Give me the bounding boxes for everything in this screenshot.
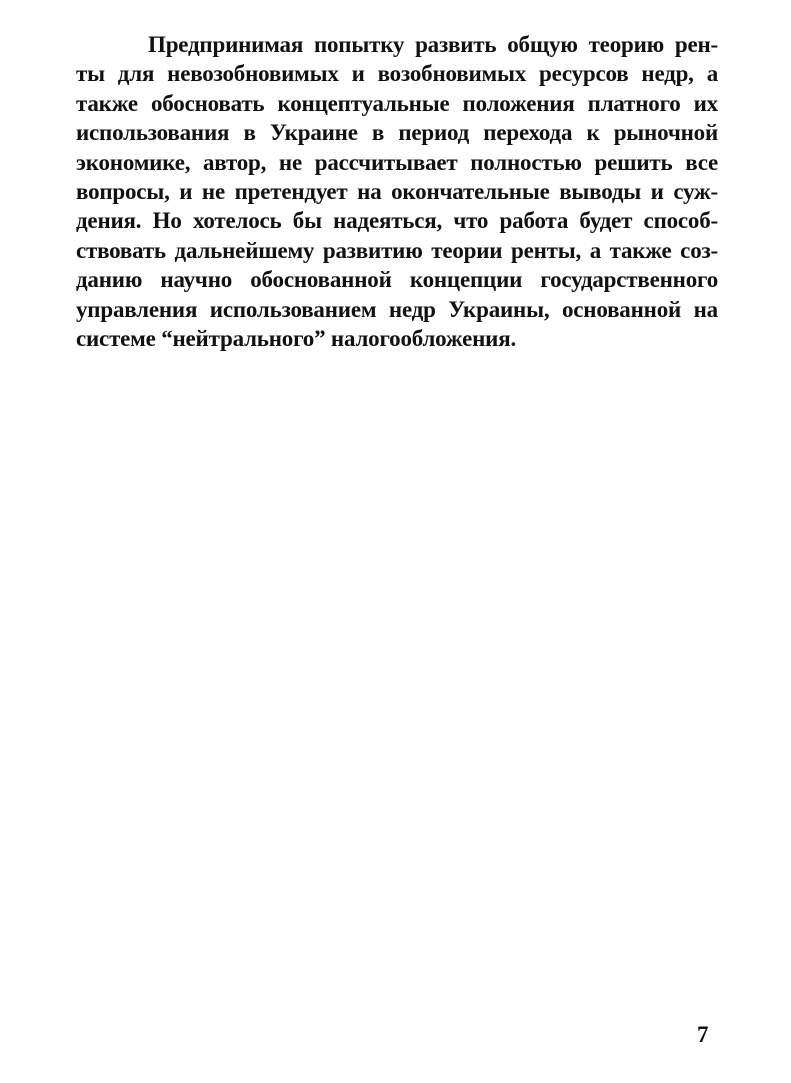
body-paragraph <box>76 30 718 353</box>
paragraph-line: Предпринимая попытку развить общую теорию рен- <box>148 32 718 57</box>
paragraph-line: данию научно обоснованной концепции государственного <box>76 267 718 293</box>
paragraph-line: системе “нейтрального” налогообложения. <box>76 325 516 351</box>
paragraph-line: дения. Но хотелось бы надеяться, что работа будет способ- <box>76 208 718 234</box>
page-number: 7 <box>697 1022 709 1047</box>
paragraph-line: ствовать дальнейшему развитию теории ренты, а также соз- <box>76 237 718 263</box>
paragraph-line: использования в Украине в период перехода к рыночной <box>76 120 718 146</box>
paragraph-line: экономике, автор, не рассчитывает полностью решить все <box>76 149 718 175</box>
paragraph-line: вопросы, и не претендует на окончательные выводы и суж- <box>76 178 718 204</box>
paragraph-line: управления использованием недр Украины, основанной на <box>76 296 718 322</box>
paragraph-line: также обосновать концептуальные положения платного их <box>76 90 718 116</box>
paragraph-line: ты для невозобновимых и возобновимых ресурсов недр, а <box>76 61 718 87</box>
